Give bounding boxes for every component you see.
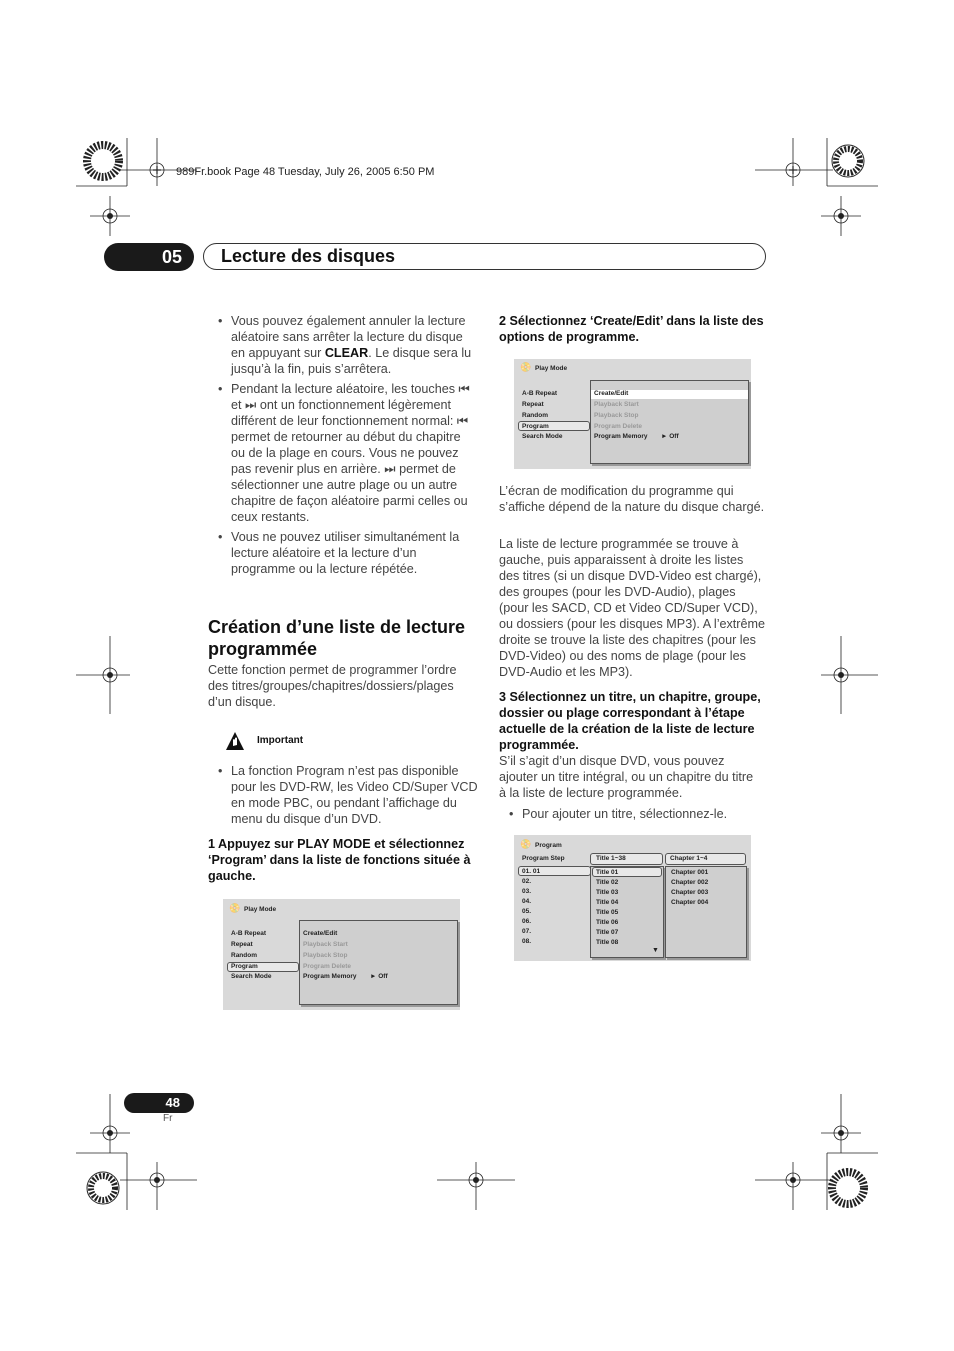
important-note: • La fonction Program n’est pas disponible pour les DVD-RW, les Video CD/Super VCD en mode PBC, ou pendant l’affichage du menu du disque d’un DVD. — [208, 763, 480, 831]
chapter-number: 05 — [104, 243, 194, 271]
para-1: L’écran de modification du programme qui s’affiche dépend de la nature du disque chargé. — [499, 484, 765, 514]
menu-program: Program — [231, 963, 258, 970]
disc-icon: 📀 — [520, 362, 532, 372]
osd-play-mode-1 — [223, 899, 460, 1010]
disc-icon: 📀 — [229, 903, 241, 913]
book-file-info: 989Fr.book Page 48 Tuesday, July 26, 2005 6:50 PM — [176, 166, 435, 178]
osd-title: Play Mode — [535, 365, 568, 372]
bullet-skip-keys: • Pendant la lecture aléatoire, les touches ⏮ et ⏭ ont un fonctionnement légèrement différent de leur fonctionnement normal: ⏮ permet de retourner au début du chapitre ou de la plage en cours. Vous ne pouvez pas revenir plus en arrière. ⏭ permet de sélectionner une autre plage ou un autre chapitre de façon aléatoire parmi celles ou ceux restants. — [208, 381, 476, 525]
section-intro: Cette fonction permet de programmer l’ordre des titres/groupes/chapitres/dossiers/plages d’un disque. — [208, 663, 457, 709]
menu-repeat: Repeat — [231, 941, 253, 948]
add-title-bullet: • Pour ajouter un titre, sélectionnez-le. — [499, 806, 767, 826]
menu-ab-repeat: A-B Repeat — [231, 930, 267, 937]
bullet-clear: • Vous pouvez également annuler la lecture aléatoire sans arrêter la lecture du disque en appuyant sur CLEAR. Le disque sera lu jusqu’à la fin, puis s’arrêtera. — [208, 313, 476, 377]
page-number: 48 — [124, 1093, 194, 1113]
chapter-list-panel: Chapter 001 Chapter 002 Chapter 003 Chapter 004 — [665, 866, 747, 958]
important-label: Important — [257, 735, 304, 746]
step-2: 2 Sélectionnez ‘Create/Edit’ dans la liste des options de programme. — [499, 314, 764, 344]
options-panel: Create/Edit Playback Start Playback Stop Program Delete Program Memory ► Off — [590, 380, 749, 464]
chapter-title: Lecture des disques — [203, 243, 766, 270]
osd-play-mode-2: 📀 Play Mode A-B Repeat Repeat Random Program Search Mode Create/Edit Playback Start Playback Stop Program Delete Program Memory ► Off — [514, 359, 751, 469]
osd-title: Program — [535, 842, 562, 849]
scroll-down-arrow-icon: ▼ — [652, 947, 659, 954]
section-title: Création d’une liste de lecture programmée — [208, 617, 466, 659]
menu-search-mode: Search Mode — [231, 973, 272, 980]
important-icon — [225, 731, 245, 751]
program-step-label: Program Step — [522, 855, 565, 862]
osd-title: Play Mode — [244, 906, 277, 913]
para-2: La liste de lecture programmée se trouve à gauche, puis apparaissent à droite les listes des titres (si un disque DVD-Video est chargé), des groupes (pour les DVD-Audio), plages (pour les SACD, CD et Video CD/Super VCD), ou dossiers (pour les disques MP3). A l’extrême droite se trouve la liste des chapitres (pour les DVD-Video) ou des noms de plage (pour les DVD-Audio et les MP3). — [499, 537, 765, 679]
left-column — [208, 313, 476, 581]
page-language: Fr — [163, 1113, 173, 1124]
create-edit-highlight: Create/Edit — [594, 390, 629, 397]
osd-program: 📀 Program Program Step 01. 01 02. 03. 04. 05. 06. 07. 08. Title 1~38 Title 01 Title 02 Title 03 Title 04 Title 05 Title 06 Title 07 Title 08 ▼ Chapter 1~4 Chapter 001 Chapter 002 Chapter 003 Chapter 004 — [514, 835, 751, 961]
disc-icon: 📀 — [520, 839, 532, 849]
title-list-panel: Title 01 Title 02 Title 03 Title 04 Title 05 Title 06 Title 07 Title 08 ▼ — [590, 866, 664, 958]
para-3: S’il s’agit d’un disque DVD, vous pouvez ajouter un titre intégral, ou un chapitre du titre à la liste de lecture programmée. — [499, 754, 754, 800]
step-1: 1 Appuyez sur PLAY MODE et sélectionnez ‘Program’ dans la liste de fonctions située à gauche. — [208, 837, 471, 883]
bullet-no-simultaneous: • Vous ne pouvez utiliser simultanément la lecture aléatoire et la lecture d’un programme ou la lecture répétée. — [208, 529, 476, 577]
menu-random: Random — [231, 952, 257, 959]
options-panel: Create/Edit Playback Start Playback Stop Program Delete Program Memory ► Off — [299, 920, 458, 1005]
step-3: 3 Sélectionnez un titre, un chapitre, groupe, dossier ou plage correspondant à l’étape actuelle de la création de la liste de lecture programmée. — [499, 690, 761, 752]
